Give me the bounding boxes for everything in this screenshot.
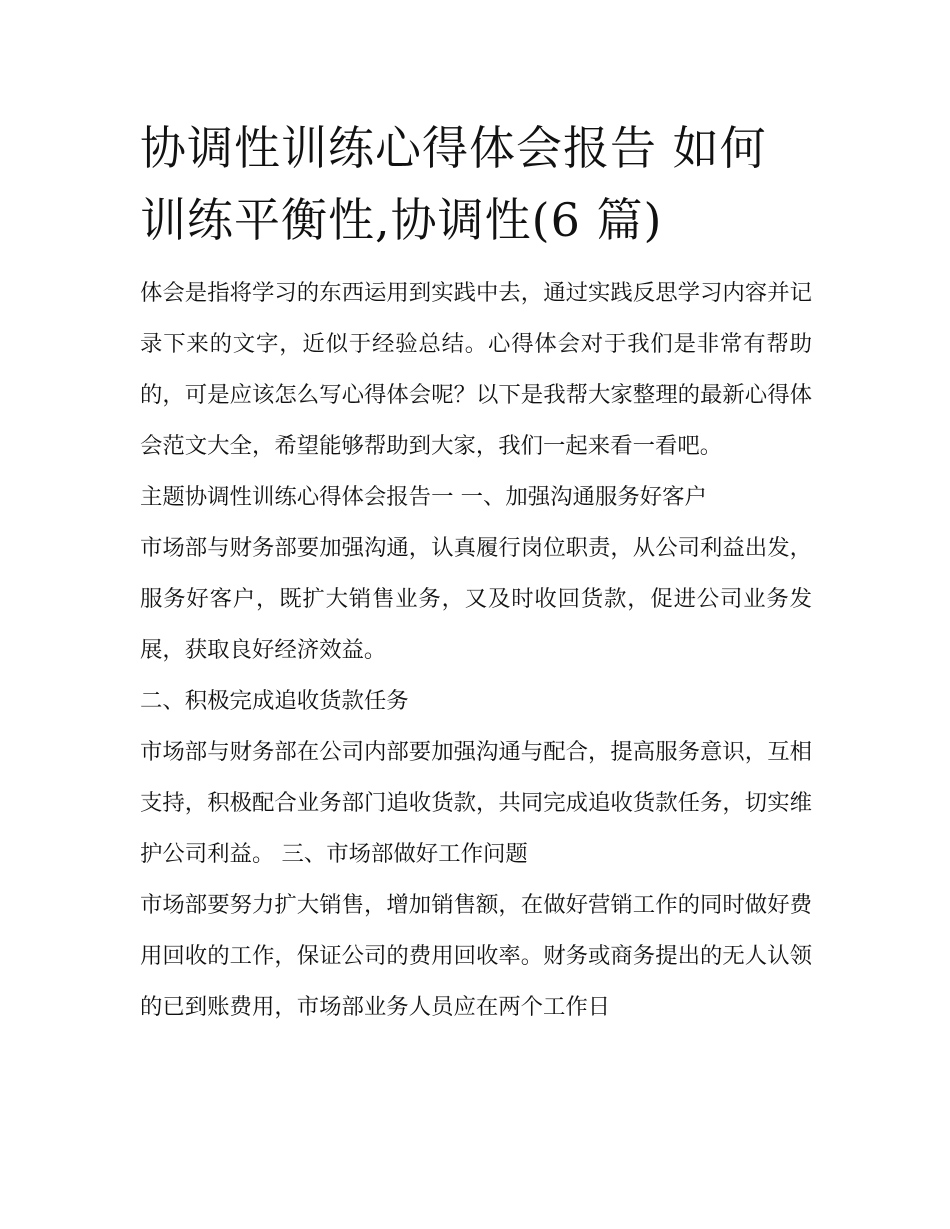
section1-heading: 主题协调性训练心得体会报告一 一、加强沟通服务好客户 (140, 484, 707, 510)
section2-paragraph: 市场部与财务部在公司内部要加强沟通与配合，提高服务意识，互相支持，积极配合业务部门追收货款，共同完成追收货款任务，切实维护公司利益。 三、市场部做好工作问题 (140, 739, 812, 867)
section1-paragraph: 市场部与财务部要加强沟通，认真履行岗位职责，从公司利益出发，服务好客户，既扩大销售业务，又及时收回货款，促进公司业务发展，获取良好经济效益。 (140, 535, 812, 663)
section3-paragraph: 市场部要努力扩大销售，增加销售额，在做好营销工作的同时做好费用回收的工作，保证公司的费用回收率。财务或商务提出的无人认领的已到账费用，市场部业务人员应在两个工作日 (140, 892, 812, 1020)
document-page (140, 112, 812, 1033)
document-title: 协调性训练心得体会报告 如何训练平衡性,协调性(6 篇) (140, 121, 767, 247)
intro-paragraph: 体会是指将学习的东西运用到实践中去，通过实践反思学习内容并记录下来的文字，近似于经验总结。心得体会对于我们是非常有帮助的，可是应该怎么写心得体会呢？以下是我帮大家整理的最新心得体会范文大全，希望能够帮助到大家，我们一起来看一看吧。 (140, 280, 812, 459)
section2-heading: 二、积极完成追收货款任务 (140, 688, 409, 714)
